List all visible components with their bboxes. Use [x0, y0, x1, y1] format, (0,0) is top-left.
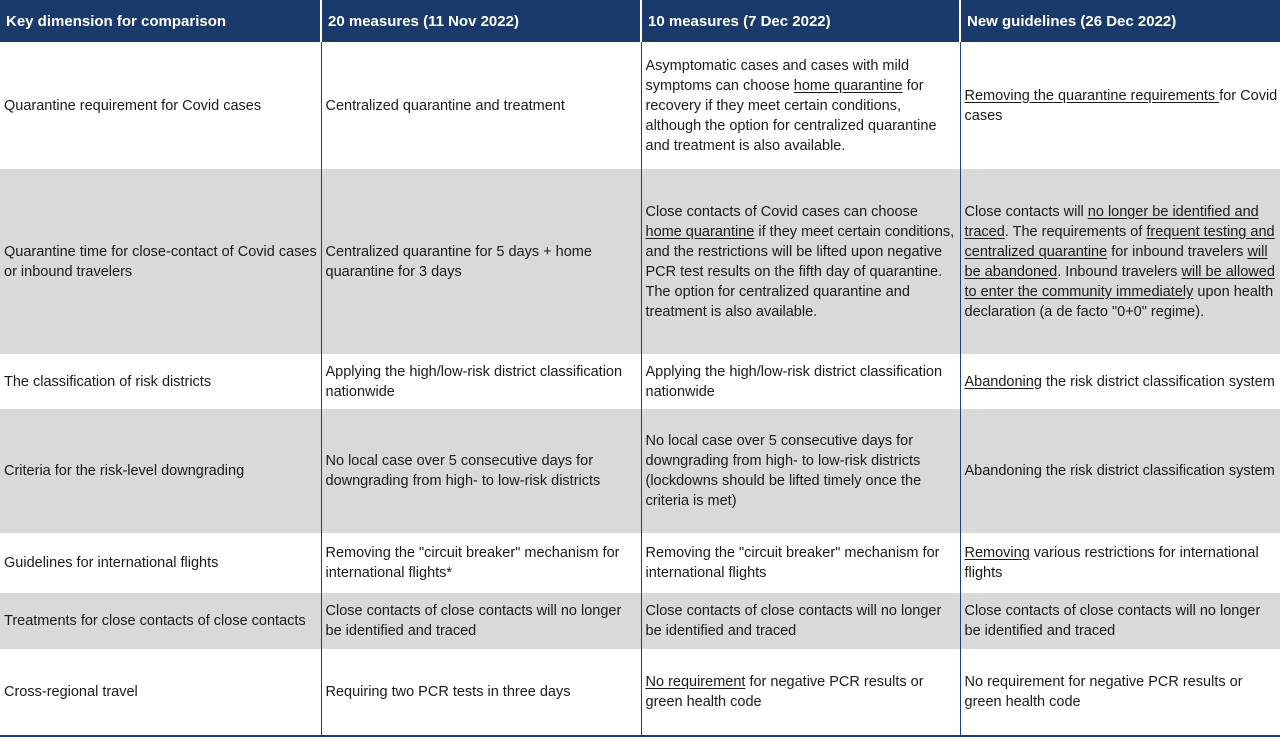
table-row	[0, 42, 1280, 169]
header-key-dimension: Key dimension for comparison	[0, 0, 321, 42]
cell-text: for Covid cases	[964, 87, 1278, 124]
cell-text: Close contacts of close contacts will no longer be identified and traced	[325, 603, 622, 639]
cell-text: The classification of risk districts	[4, 373, 212, 390]
cell-text: Removing the "circuit breaker" mechanism for international flights*	[325, 545, 620, 581]
cell-text: No local case over 5 consecutive days for downgrading from high- to low-risk districts (lockdowns should be lifted timely once the criteria is met)	[645, 433, 922, 509]
cell-text: Centralized quarantine for 5 days + home quarantine for 3 days	[325, 243, 592, 280]
cell-text: Close contacts of close contacts will no longer be identified and traced	[645, 603, 942, 639]
cell-text: for inbound travelers	[1107, 243, 1248, 260]
cell-text: . Inbound travelers	[1057, 263, 1182, 280]
cell-text: Close contacts of close contacts will no longer be identified and traced	[964, 603, 1261, 639]
new-guidelines-cell	[960, 409, 1280, 533]
new-guidelines-cell	[960, 354, 1280, 409]
underlined-text: frequent testing and centralized quarantine	[964, 223, 1275, 260]
cell-text: the risk district classification system	[1041, 373, 1275, 390]
row-label-cell	[0, 593, 321, 649]
cell-text: Treatments for close contacts of close contacts	[4, 613, 306, 629]
cell-text: Cross-regional travel	[4, 684, 138, 700]
header-new-guidelines: New guidelines (26 Dec 2022)	[960, 0, 1280, 42]
cell-text: various restrictions for international flights	[964, 545, 1259, 581]
new-guidelines-cell	[960, 533, 1280, 593]
10-measures-cell	[641, 409, 960, 533]
table-row	[0, 409, 1280, 533]
cell-text: Centralized quarantine and treatment	[325, 97, 565, 114]
new-guidelines-cell	[960, 593, 1280, 649]
table-row	[0, 649, 1280, 736]
cell-text: No requirement for negative PCR results or green health code	[964, 674, 1243, 710]
cell-text: Applying the high/low-risk district classification nationwide	[645, 363, 943, 400]
underlined-text: will be abandoned	[964, 243, 1268, 280]
row-label-cell	[0, 649, 321, 736]
10-measures-cell	[641, 593, 960, 649]
header-20-measures: 20 measures (11 Nov 2022)	[321, 0, 641, 42]
20-measures-cell	[321, 169, 641, 354]
header-10-measures: 10 measures (7 Dec 2022)	[641, 0, 960, 42]
new-guidelines-cell	[960, 169, 1280, 354]
cell-text: Quarantine time for close-contact of Covid cases or inbound travelers	[4, 243, 317, 280]
row-label-cell	[0, 169, 321, 354]
cell-text: if they meet certain conditions, and the restrictions will be lifted upon negative PCR test results on the fifth day of quarantine. The option for centralized quarantine and treatment is also available.	[645, 223, 955, 320]
table-row	[0, 593, 1280, 649]
new-guidelines-cell	[960, 42, 1280, 169]
new-guidelines-cell	[960, 649, 1280, 736]
underlined-text: Removing	[964, 545, 1030, 561]
row-label-cell	[0, 409, 321, 533]
cell-text: Asymptomatic cases and cases with mild symptoms can choose	[645, 57, 910, 94]
10-measures-cell	[641, 42, 960, 169]
table-row	[0, 533, 1280, 593]
cell-text: Close contacts of Covid cases can choose	[645, 203, 918, 220]
underlined-text: No requirement	[645, 674, 746, 690]
20-measures-cell	[321, 533, 641, 593]
cell-text: Applying the high/low-risk district classification nationwide	[325, 363, 623, 400]
table-row	[0, 354, 1280, 409]
10-measures-cell	[641, 533, 960, 593]
underlined-text: will be allowed to enter the community immediately	[964, 263, 1275, 300]
cell-text: Removing the "circuit breaker" mechanism for international flights	[645, 545, 940, 581]
header-row	[0, 0, 1280, 42]
cell-text: Guidelines for international flights	[4, 555, 219, 571]
20-measures-cell	[321, 409, 641, 533]
cell-text: Criteria for the risk-level downgrading	[4, 463, 245, 479]
row-label-cell	[0, 42, 321, 169]
cell-text: upon health declaration (a de facto "0+0" regime).	[964, 283, 1274, 320]
underlined-text: no longer be identified and traced	[964, 203, 1259, 240]
row-label-cell	[0, 533, 321, 593]
row-label-cell	[0, 354, 321, 409]
underlined-text: home quarantine	[793, 77, 903, 94]
20-measures-cell	[321, 593, 641, 649]
cell-text: Quarantine requirement for Covid cases	[4, 97, 262, 114]
underlined-text: Abandoning	[964, 373, 1042, 390]
cell-text: No local case over 5 consecutive days for downgrading from high- to low-risk districts	[325, 453, 601, 489]
cell-text: for recovery if they meet certain conditions, although the option for centralized quarantine and treatment is also available.	[645, 77, 937, 154]
table-row	[0, 169, 1280, 354]
20-measures-cell	[321, 649, 641, 736]
cell-text: Close contacts will	[964, 203, 1088, 220]
cell-text: for negative PCR results or green health code	[645, 674, 924, 710]
20-measures-cell	[321, 354, 641, 409]
10-measures-cell	[641, 354, 960, 409]
10-measures-cell	[641, 169, 960, 354]
cell-text: Requiring two PCR tests in three days	[325, 684, 571, 700]
underlined-text: home quarantine	[645, 223, 755, 240]
20-measures-cell	[321, 42, 641, 169]
10-measures-cell	[641, 649, 960, 736]
underlined-text: Removing the quarantine requirements	[964, 87, 1220, 104]
cell-text: . The requirements of	[1004, 223, 1147, 240]
cell-text: Abandoning the risk district classification system	[964, 463, 1275, 479]
